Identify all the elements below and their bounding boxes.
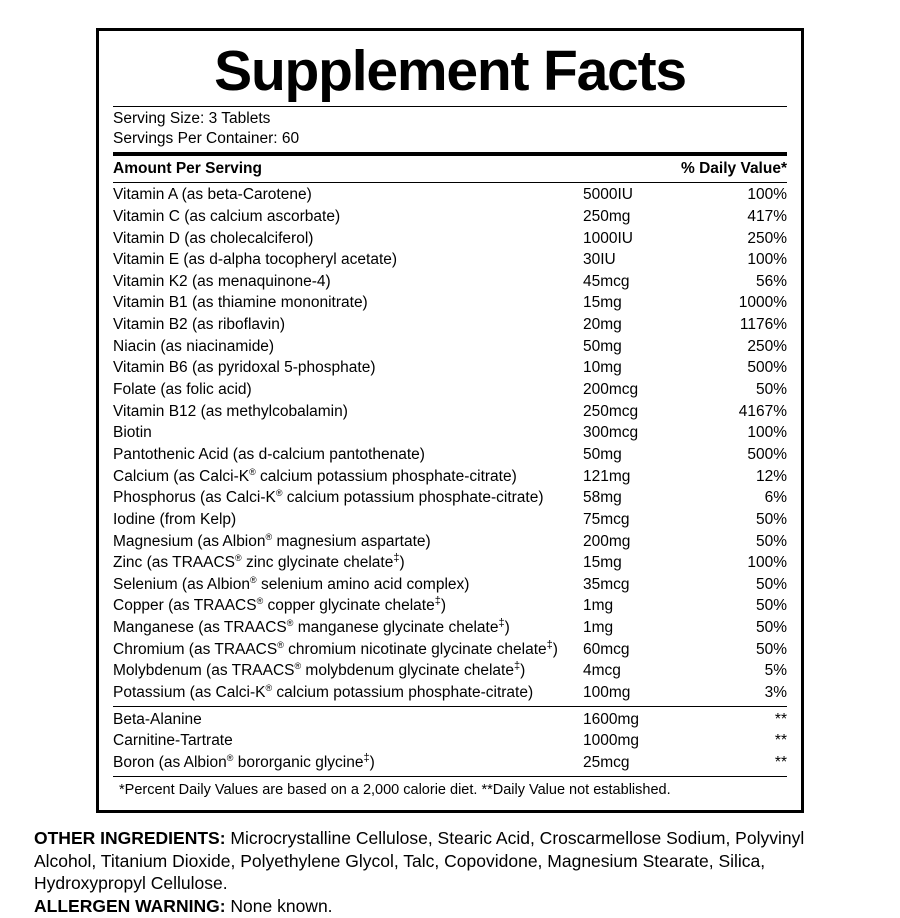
nutrient-dv: 1000% [738,294,787,312]
table-row [113,423,787,445]
nutrient-amount: 45mcg [583,272,630,290]
nutrient-dv: 5% [764,662,787,680]
nutrient-amount: 1600mg [583,710,640,728]
daily-value-footnote: *Percent Daily Values are based on a 2,000 calorie diet. **Daily Value not established. [119,781,671,798]
table-row [113,731,787,753]
nutrient-name: Vitamin C (as calcium ascorbate) [113,207,341,225]
nutrient-name: Niacin (as niacinamide) [113,337,275,355]
nutrient-dv: 100% [747,424,787,442]
divider-top [113,106,787,107]
nutrient-name: Vitamin E (as d-alpha tocopheryl acetate) [113,251,398,269]
table-header [113,159,787,180]
supplement-facts-panel [96,28,804,813]
divider-footnote [113,776,787,777]
divider-below-header [113,182,787,183]
nutrient-dv: 50% [755,640,787,658]
nutrient-name: Vitamin B1 (as thiamine mononitrate) [113,294,368,312]
amount-per-serving-header: Amount Per Serving [113,159,262,177]
table-row [113,617,787,639]
nutrient-amount: 15mg [583,294,622,312]
other-ingredients-paragraph [34,827,866,895]
nutrient-dv: 50% [755,381,787,399]
nutrient-name: Biotin [113,424,152,442]
table-row [113,293,787,315]
servings-per-container: Servings Per Container: 60 [113,129,300,147]
nutrient-amount: 10mg [583,359,622,377]
table-row [113,358,787,380]
table-row [113,531,787,553]
nutrient-dv: 12% [755,467,787,485]
nutrient-amount: 100mg [583,683,631,701]
nutrient-dv: ** [774,710,787,728]
nutrient-name: Vitamin A (as beta-Carotene) [113,186,312,204]
nutrient-dv: 417% [747,207,787,225]
table-row [113,271,787,293]
nutrient-dv: 50% [755,575,787,593]
table-row [113,488,787,510]
table-row [113,250,787,272]
table-row [113,553,787,575]
table-row [113,228,787,250]
nutrient-name: Phosphorus (as Calci-K® calcium potassium phosphate-citrate) [113,488,544,507]
nutrient-amount: 35mcg [583,575,630,593]
table-row [113,315,787,337]
nutrient-dv: 250% [747,229,787,247]
table-row [113,466,787,488]
table-row [113,596,787,618]
nutrient-name: Vitamin K2 (as menaquinone-4) [113,272,331,290]
table-row [113,401,787,423]
nutrient-amount: 4mcg [583,662,621,680]
nutrients-table-body [113,185,787,704]
nutrient-amount: 58mg [583,489,622,507]
nutrient-name: Potassium (as Calci-K® calcium potassium phosphate-citrate) [113,682,534,701]
other-ingredients-label: OTHER INGREDIENTS: [34,827,226,848]
nutrient-dv: 100% [747,251,787,269]
nutrient-dv: 500% [747,359,787,377]
nutrient-name: Pantothenic Acid (as d-calcium pantothenate) [113,445,425,463]
nutrient-amount: 1mg [583,619,614,637]
page-title: Supplement Facts [214,39,686,103]
nutrient-dv: 250% [747,337,787,355]
nutrient-dv: 50% [755,619,787,637]
nutrient-name: Selenium (as Albion® selenium amino acid complex) [113,574,470,593]
nutrient-name: Carnitine-Tartrate [113,732,233,750]
nutrient-dv: 4167% [738,402,787,420]
serving-size: Serving Size: 3 Tablets [113,110,271,127]
nutrient-name: Boron (as Albion® bororganic glycine‡) [113,751,375,771]
nutrient-name: Molybdenum (as TRAACS® molybdenum glycinate chelate‡) [113,660,526,680]
table-row [113,682,787,704]
table-row [113,185,787,207]
nutrient-dv: 50% [755,597,787,615]
table-row [113,444,787,466]
nutrient-name: Calcium (as Calci-K® calcium potassium phosphate-citrate) [113,466,517,485]
nutrient-name: Vitamin D (as cholecalciferol) [113,229,314,247]
nutrient-dv: ** [774,753,787,771]
allergen-warning-text: None known. [225,896,333,917]
nutrients-table [113,185,787,704]
nutrient-amount: 30IU [583,251,616,269]
nutrient-dv: 100% [747,186,787,204]
table-row [113,206,787,228]
nutrient-amount: 200mg [583,532,631,550]
table-row [113,639,787,661]
other-ingredients-text: Microcrystalline Cellulose, Stearic Acid, Croscarmellose Sodium, Polyvinyl Alcohol, Titanium Dioxide, Polyethylene Glycol, Talc, Copovidone, Magnesium Stearate, Silica, Hydroxypropyl Cellulose. [34,827,805,894]
nutrient-dv: 500% [747,445,787,463]
table-row [113,709,787,731]
nutrient-amount: 5000IU [583,186,633,204]
table-row [113,574,787,596]
nutrient-dv: 6% [764,489,787,507]
other-nutrients-table [113,709,787,774]
table-row [113,661,787,683]
nutrient-amount: 121mg [583,467,631,485]
nutrient-name: Iodine (from Kelp) [113,510,237,528]
nutrient-name: Vitamin B2 (as riboflavin) [113,316,286,334]
table-row [113,752,787,774]
nutrient-amount: 200mcg [583,381,639,399]
table-row [113,379,787,401]
nutrient-name: Beta-Alanine [113,710,202,728]
nutrient-amount: 1mg [583,597,614,615]
nutrient-name: Zinc (as TRAACS® zinc glycinate chelate‡) [113,551,405,572]
nutrient-dv: 56% [755,272,787,290]
nutrient-name: Magnesium (as Albion® magnesium aspartate) [113,531,431,550]
allergen-warning-paragraph [34,895,866,918]
table-row [113,509,787,531]
other-nutrients-table-body [113,709,787,774]
nutrient-name: Manganese (as TRAACS® manganese glycinate chelate‡) [113,616,510,637]
nutrient-dv: 100% [747,554,787,572]
nutrient-dv: ** [774,732,787,750]
allergen-warning-label: ALLERGEN WARNING: [34,896,226,917]
nutrient-amount: 15mg [583,554,622,572]
nutrient-amount: 300mcg [583,424,639,442]
nutrient-amount: 20mg [583,316,622,334]
nutrient-name: Folate (as folic acid) [113,381,252,399]
nutrient-name: Copper (as TRAACS® copper glycinate chelate‡) [113,595,446,615]
nutrient-amount: 50mg [583,337,622,355]
nutrient-amount: 1000IU [583,229,633,247]
daily-value-header: % Daily Value* [681,159,787,177]
nutrient-name: Vitamin B6 (as pyridoxal 5-phosphate) [113,359,376,377]
nutrient-dv: 1176% [739,316,787,334]
nutrient-amount: 75mcg [583,510,630,528]
nutrient-dv: 50% [755,532,787,550]
nutrient-name: Vitamin B12 (as methylcobalamin) [113,402,348,420]
nutrient-amount: 250mcg [583,402,639,420]
divider-secondary [113,706,787,707]
nutrient-amount: 60mcg [583,640,630,658]
nutrient-dv: 50% [755,510,787,528]
other-ingredients-section [30,827,870,918]
divider-above-header [113,152,787,156]
nutrient-amount: 25mcg [583,753,630,771]
nutrient-dv: 3% [764,683,787,701]
nutrient-amount: 250mg [583,207,631,225]
nutrient-amount: 50mg [583,445,622,463]
nutrient-name: Chromium (as TRAACS® chromium nicotinate glycinate chelate‡) [113,638,558,658]
table-row [113,336,787,358]
nutrient-amount: 1000mg [583,732,640,750]
